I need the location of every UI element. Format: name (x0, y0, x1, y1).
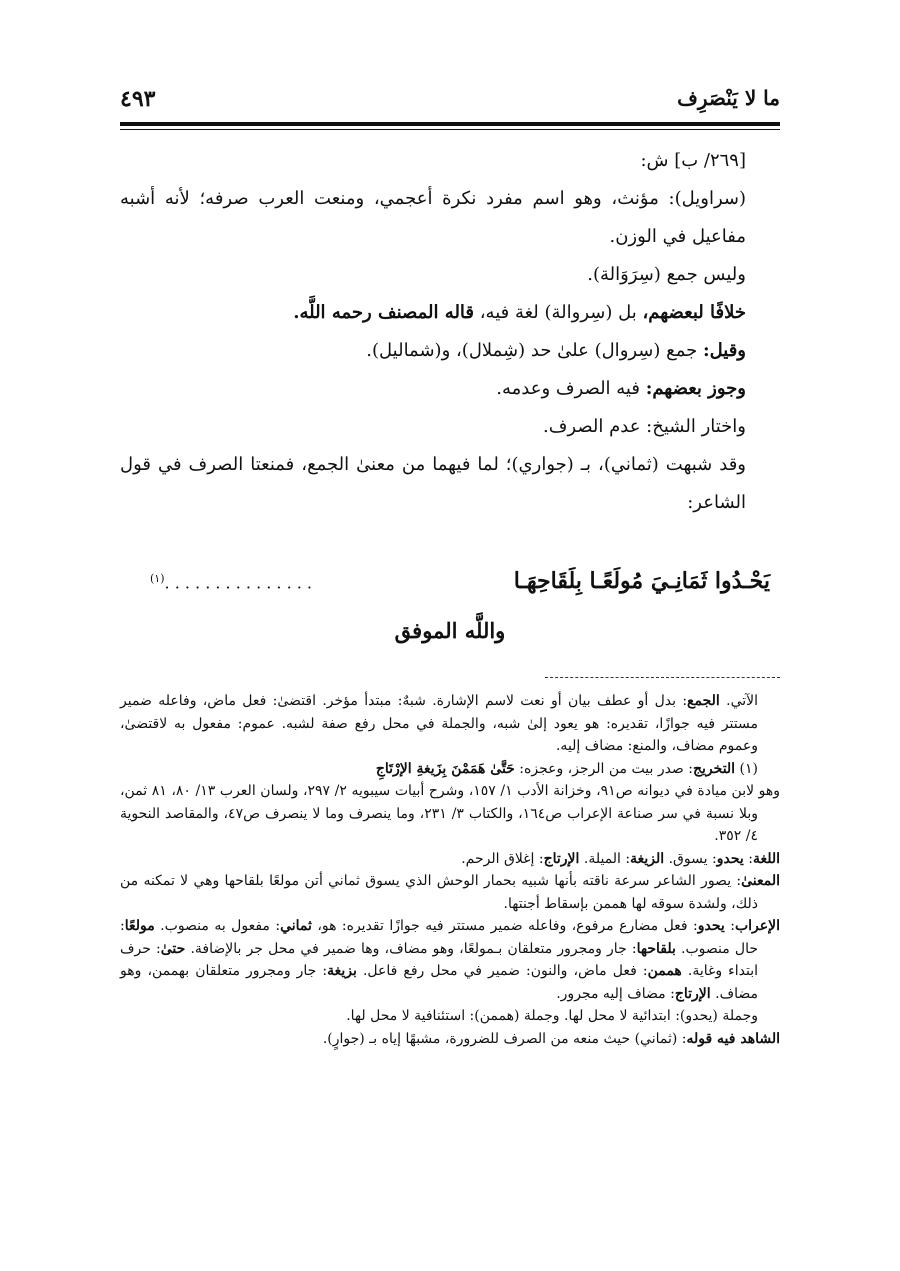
paragraph-laysa-jam: وليس جمع (سِرَوَالة). (587, 264, 746, 285)
fn-term: هممن (647, 963, 682, 979)
fn-term: يحدو (697, 918, 725, 934)
paragraph-ikhtar: واختار الشيخ: عدم الصرف. (543, 416, 746, 437)
footnote-1-takhrij (120, 758, 780, 781)
fn-term: الإرتاج (674, 985, 711, 1002)
folio-marker: [٢٦٩/ ب] ش: (640, 150, 746, 171)
page-header (120, 86, 780, 116)
footnote-reference: (١) (150, 572, 165, 585)
fn-text: : إغلاق الرحم. (461, 850, 544, 867)
fn-term: الجمع (687, 693, 720, 709)
running-title: ما لا يَنْصَرِف (677, 86, 780, 110)
fn-text: : يصور الشاعر سرعة ناقته بأنها شبيه بحمار الوحش الذي يسوق ثماني أتن مولعًا بلقاحها وهي لا تمكنه من ذلك، ولشدة سوقه لها هممن بإسقاط أجنتها. (120, 873, 758, 912)
fn-text: الآتي. (719, 693, 759, 709)
fn-verse-ending: حَتَّىٰ هَمَمْنَ بِزَيغةِ الإرْتَاجِ (375, 760, 515, 777)
footnote-mana (120, 870, 780, 915)
footnote-irab (120, 915, 780, 1005)
footnote-lugha (120, 848, 780, 871)
bold-lead: وجوز بعضهم: (645, 378, 746, 399)
paragraph-wa-qila (120, 332, 780, 370)
poetry-verse (150, 568, 770, 608)
fn-number: (١) (735, 760, 758, 777)
closing-phrase: واللَّه الموفق (394, 618, 506, 643)
paragraph-text: جمع (سِروال) علىٰ حد (شِملال)، و(شماليل). (366, 340, 703, 361)
fn-term: الشاهد فيه قوله (686, 1030, 780, 1047)
fn-term: الزيغة (630, 850, 665, 867)
fn-text: : الميلة. (579, 850, 631, 867)
paragraph-khilafan (120, 294, 780, 332)
fn-text: : يسوق. (664, 850, 717, 867)
paragraph-text: بل (سِروالة) لغة فيه، (474, 302, 643, 323)
fn-text: : جار ومجرور متعلقان بهممن، وهو مضاف. (120, 963, 758, 1002)
header-rule-thick (120, 122, 780, 126)
paragraph-sarawil: (سراويل): مؤنث، وهو اسم مفرد نكرة أعجمي، ومنعت العرب صرفه؛ لأنه أشبه مفاعيل في الوزن. (120, 188, 746, 247)
fn-text: : حرف ابتداء وغاية. (120, 940, 758, 979)
footnote-1-sources: وهو لابن ميادة في ديوانه ص٩١، وخزانة الأدب ١/ ١٥٧، وشرح أبيات سيبويه ٢/ ٢٩٧، ولسان العرب ١٣/ ٨٠، ٨١ ثمن، وبلا نسبة في سر صناعة الإعراب ص١٦٤، والكتاب ٣/ ٢٣١، وما ينصرف وما لا ينصرف ص٤٧، والمقاصد النحوية ٤/ ٣٥٢. (120, 783, 781, 844)
page-number: ٤٩٣ (120, 86, 156, 112)
fn-text: : بدل أو عطف بيان أو نعت لاسم الإشارة. شبهٌ: مبتدأ مؤخر. اقتضىٰ: فعل ماض، وفاعله ضمير مستتر فيه جوازًا، تقديره: هو يعود إلىٰ شبه، والجملة في محل رفع صفة لشبه. عموم: مفعول به لاقتضىٰ، وعموم مضاف، والمنع: مضاف إليه. (120, 693, 758, 754)
verse-second-hemistich (150, 572, 312, 592)
bold-lead: خلافًا لبعضهم، (642, 302, 746, 323)
verse-first-hemistich: يَحْـدُوا ثَمَانِـيَ مُولَعًـا بِلَقَاحِهَـا (513, 568, 770, 594)
bold-attribution: قاله المصنف رحمه اللَّه. (293, 302, 475, 323)
footnote-shahid (120, 1028, 780, 1051)
fn-term: التخريج (693, 760, 736, 777)
fn-term: اللغة (752, 850, 780, 867)
paragraph-jawwaza (120, 370, 780, 408)
fn-text: : فعل ماض، والنون: ضمير في محل رفع فاعل. (356, 963, 648, 979)
header-rule-thin (120, 129, 780, 130)
fn-term: الإعراب (734, 918, 781, 934)
ellipsis-dots: . . . . . . . . . . . . . . . (164, 573, 313, 593)
fn-term: ثماني (280, 918, 312, 934)
fn-term: بلقاحها (636, 940, 676, 957)
footnote-separator (545, 677, 780, 678)
paragraph-shubbihat: وقد شبهت (ثماني)، بـ (جواري)؛ لما فيهما من معنىٰ الجمع، فمنعتا الصرف في قول الشاعر: (120, 454, 746, 513)
footnote-jumla: وجملة (يحدو): ابتدائية لا محل لها. وجملة (هممن): استئنافية لا محل لها. (346, 1008, 758, 1024)
fn-text: : (ثماني) حيث منعه من الصرف للضرورة، مشبهًا إياه بـ (جوارٍ). (322, 1030, 687, 1047)
fn-text: : فعل مضارع مرفوع، وفاعله ضمير مستتر فيه جوازًا تقديره: هو، (311, 918, 698, 934)
fn-text: : صدر بيت من الرجز، وعجزه: (514, 760, 693, 777)
fn-term: المعنىٰ (741, 873, 780, 889)
footnote-continuation (120, 690, 780, 758)
fn-text: : مفعول به منصوب. (154, 918, 281, 934)
footnotes (120, 690, 780, 1050)
paragraph-text: فيه الصرف وعدمه. (496, 378, 646, 399)
fn-term: مولعًا (124, 918, 155, 934)
fn-text: : (743, 850, 753, 867)
main-text (120, 142, 780, 522)
fn-term: بزيغة (327, 963, 357, 979)
fn-text: : حال منصوب. (120, 918, 758, 957)
fn-term: يحدو (716, 850, 744, 867)
fn-text: : مضاف إليه مجرور. (556, 985, 675, 1002)
fn-text: : جار ومجرور متعلقان بـمولعًا، وهو مضاف، وها ضمير في محل جر بالإضافة. (185, 940, 637, 957)
bold-lead: وقيل: (702, 340, 746, 361)
fn-term: الإرتاج (543, 850, 580, 867)
fn-text: : (724, 918, 735, 934)
fn-term: حتىٰ (160, 940, 186, 957)
